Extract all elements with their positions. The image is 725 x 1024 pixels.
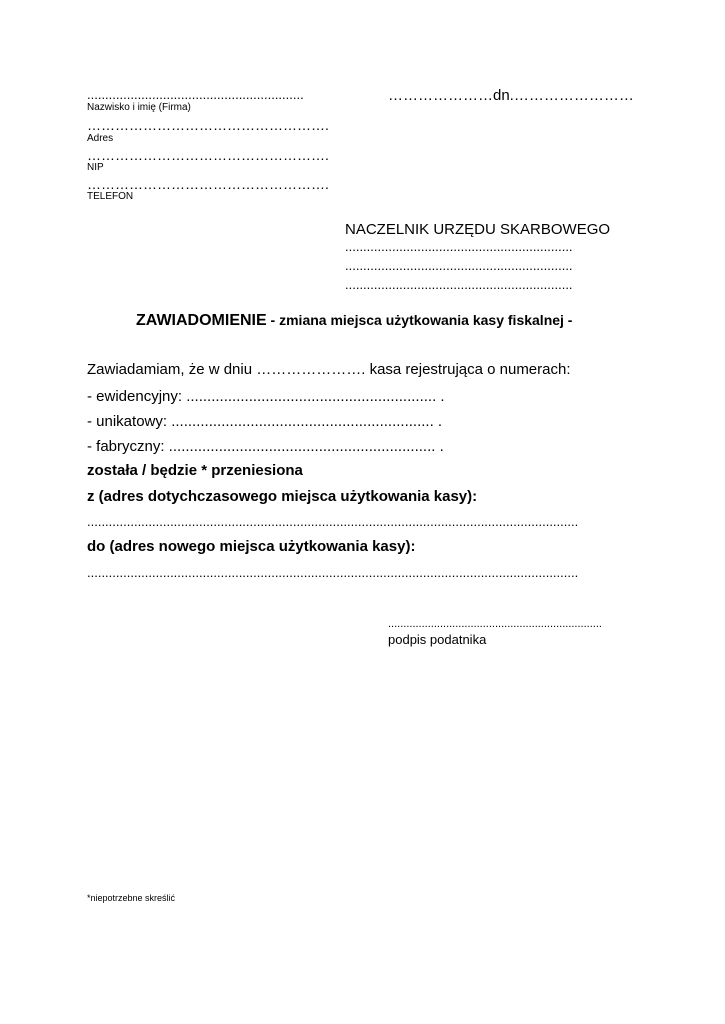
to-address-label: do (adres nowego miejsca użytkowania kasy):	[87, 538, 416, 555]
to-address-dotted-line: ........................................................................................................................................	[87, 565, 579, 580]
phone-caption: TELEFON	[87, 191, 134, 202]
signature-caption: podpis podatnika	[388, 632, 487, 647]
document-heading	[136, 313, 572, 329]
address-dotted-line: …………………………………………….	[87, 117, 329, 133]
name-dotted-line: ............................................................	[87, 87, 304, 102]
moved-text: została / będzie * przeniesiona	[87, 462, 303, 479]
nip-caption: NIP	[87, 162, 104, 173]
unikatowy-line: - unikatowy: ............................................................... .	[87, 413, 443, 430]
nip-dotted-line: …………………………………………….	[87, 147, 329, 163]
recipient-line-3: ...............................................................	[345, 277, 573, 292]
ewidencyjny-line: - ewidencyjny: ............................................................ .	[87, 388, 445, 405]
name-caption: Nazwisko i imię (Firma)	[87, 102, 191, 113]
recipient-line-1: ...............................................................	[345, 239, 573, 254]
recipient-line-2: ...............................................................	[345, 258, 573, 273]
place-date-line: …………………dn.……………………	[388, 87, 634, 104]
recipient-title: NACZELNIK URZĘDU SKARBOWEGO	[345, 221, 611, 238]
heading-main: ZAWIADOMIENIE	[136, 312, 267, 329]
intro-text: Zawiadamiam, że w dniu …………………. kasa rejestrująca o numerach:	[87, 361, 571, 378]
fabryczny-line: - fabryczny: ................................................................ .	[87, 438, 444, 455]
phone-dotted-line: …………………………………………….	[87, 176, 329, 192]
address-caption: Adres	[87, 133, 114, 144]
from-address-label: z (adres dotychczasowego miejsca użytkowania kasy):	[87, 488, 478, 505]
from-address-dotted-line: ........................................................................................................................................	[87, 514, 579, 529]
heading-subtitle: - zmiana miejsca użytkowania kasy fiskalnej -	[266, 312, 573, 328]
footnote: *niepotrzebne skreślić	[87, 893, 176, 903]
signature-dotted-line: ......................................................................	[388, 618, 602, 630]
